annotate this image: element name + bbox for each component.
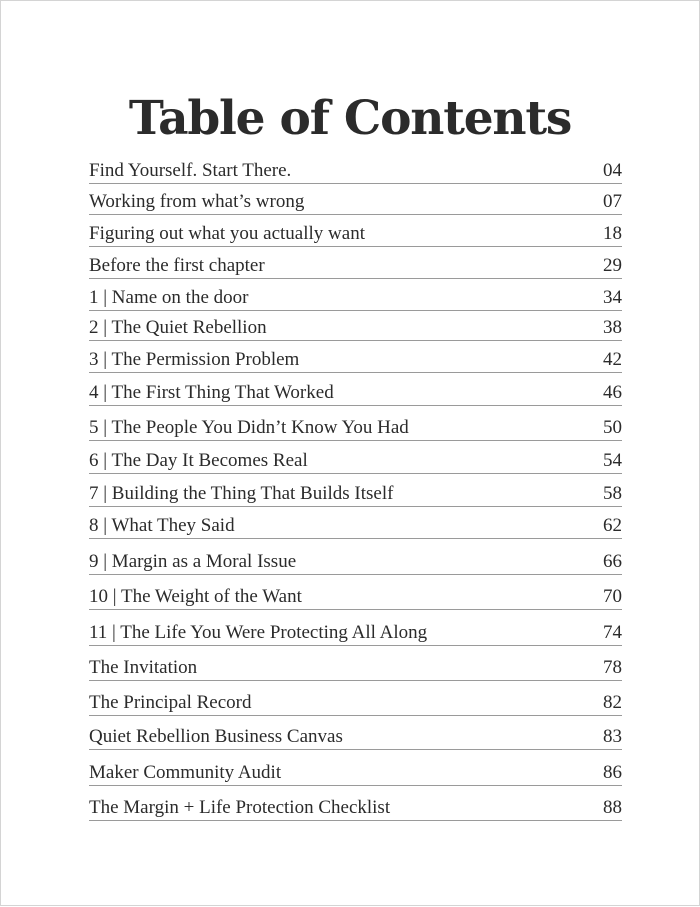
toc-entry — [89, 785, 622, 821]
toc-entry — [89, 506, 622, 539]
toc-entry-page-number: 29 — [603, 255, 622, 276]
toc-entry-title: 8 | What They Said — [89, 515, 235, 536]
toc-entry-title: Maker Community Audit — [89, 762, 282, 783]
toc-entry-page-number: 34 — [603, 287, 622, 308]
toc-entry-page-number: 42 — [603, 349, 622, 370]
toc-entry-page-number: 82 — [603, 692, 622, 713]
toc-entry-page-number: 46 — [603, 382, 622, 403]
toc-entry-title: 5 | The People You Didn’t Know You Had — [89, 417, 409, 438]
toc-entry-page-number: 54 — [603, 450, 622, 471]
toc-entry-title: Figuring out what you actually want — [89, 223, 365, 244]
toc-entry-page-number: 62 — [603, 515, 622, 536]
toc-entry-title: 3 | The Permission Problem — [89, 349, 300, 370]
toc-entry — [89, 405, 622, 441]
toc-entry-title: The Invitation — [89, 657, 198, 678]
toc-entry — [89, 153, 622, 184]
toc-entry — [89, 609, 622, 646]
toc-entry-page-number: 07 — [603, 191, 622, 212]
toc-entry-title: 7 | Building the Thing That Builds Itself — [89, 483, 394, 504]
toc-entry-page-number: 78 — [603, 657, 622, 678]
toc-entry-title: The Principal Record — [89, 692, 252, 713]
toc-entry-title: 9 | Margin as a Moral Issue — [89, 551, 297, 572]
toc-entry — [89, 214, 622, 247]
page-title: Table of Contents — [128, 91, 572, 146]
toc-entry — [89, 473, 622, 507]
toc-entry — [89, 749, 622, 786]
toc-entry-title: 4 | The First Thing That Worked — [89, 382, 334, 403]
toc-entry — [89, 310, 622, 341]
toc-entry — [89, 574, 622, 610]
toc-entry — [89, 645, 622, 681]
toc-entry — [89, 246, 622, 279]
toc-entry-page-number: 83 — [603, 726, 622, 747]
toc-entry — [89, 440, 622, 474]
toc-entry — [89, 340, 622, 373]
toc-entry-title: 11 | The Life You Were Protecting All Along — [89, 622, 428, 643]
toc-entry-page-number: 86 — [603, 762, 622, 783]
toc-entry-page-number: 88 — [603, 797, 622, 818]
toc-entry-title: 1 | Name on the door — [89, 287, 249, 308]
toc-entry — [89, 372, 622, 406]
toc-entry-title: 2 | The Quiet Rebellion — [89, 317, 267, 338]
toc-entry — [89, 538, 622, 575]
table-of-contents — [89, 1, 622, 907]
toc-entry-page-number: 70 — [603, 586, 622, 607]
toc-entry-page-number: 74 — [603, 622, 622, 643]
toc-entry-title: The Margin + Life Protection Checklist — [89, 797, 391, 818]
toc-entry-title: Working from what’s wrong — [89, 191, 305, 212]
toc-entry-title: 10 | The Weight of the Want — [89, 586, 302, 607]
toc-entry-page-number: 66 — [603, 551, 622, 572]
toc-entry-page-number: 50 — [603, 417, 622, 438]
toc-entry — [89, 680, 622, 716]
toc-entry-page-number: 04 — [603, 160, 622, 181]
toc-entry-title: Find Yourself. Start There. — [89, 160, 292, 181]
toc-entry-page-number: 58 — [603, 483, 622, 504]
toc-entry-title: 6 | The Day It Becomes Real — [89, 450, 308, 471]
toc-entry — [89, 715, 622, 750]
toc-entry — [89, 278, 622, 311]
toc-entry-title: Before the first chapter — [89, 255, 265, 276]
toc-entry-title: Quiet Rebellion Business Canvas — [89, 726, 343, 747]
toc-entry-page-number: 18 — [603, 223, 622, 244]
toc-entry — [89, 183, 622, 215]
toc-entry-page-number: 38 — [603, 317, 622, 338]
